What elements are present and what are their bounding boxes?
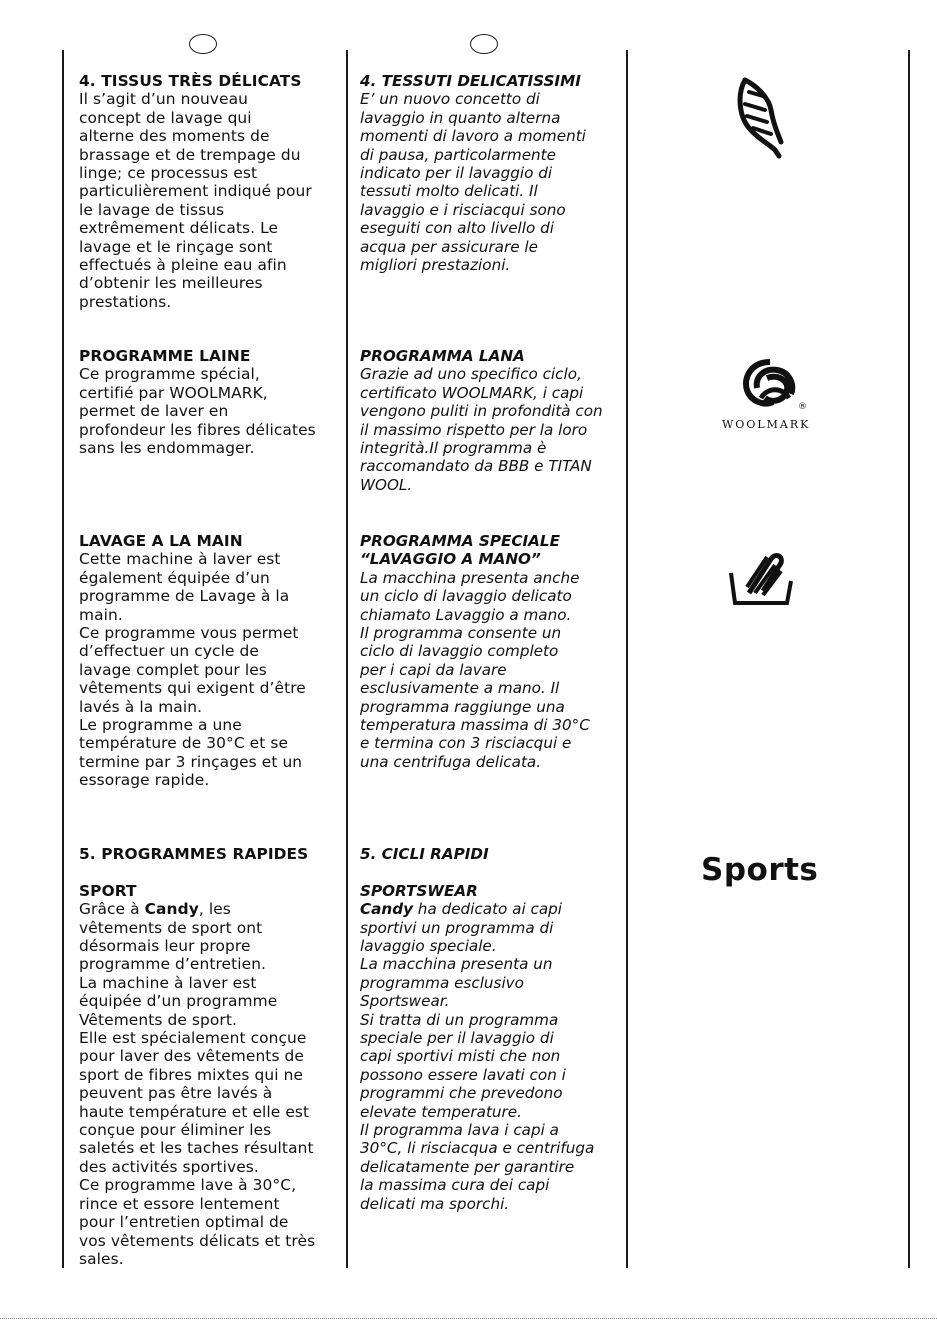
text-line: delicati ma sporchi. bbox=[360, 1194, 510, 1213]
column-divider-far-right bbox=[908, 50, 910, 1268]
text-line: possono essere lavati con i bbox=[360, 1065, 566, 1084]
text-line: saletés et les taches résultant bbox=[79, 1139, 314, 1158]
woolmark-label: WOOLMARK bbox=[722, 418, 811, 431]
first-line: Grâce à Candy, les bbox=[79, 900, 231, 919]
text-line: esclusivamente a mano. Il bbox=[360, 679, 560, 698]
text-line: Elle est spécialement conçue bbox=[79, 1029, 307, 1048]
section-body bbox=[360, 90, 622, 274]
text-line: lavaggio in quanto alterna bbox=[360, 108, 561, 127]
section-subheading: SPORTSWEAR bbox=[360, 881, 478, 900]
text-line: sportivi un programma di bbox=[360, 918, 554, 937]
text-line: température de 30°C et se bbox=[79, 734, 289, 753]
section-body bbox=[360, 919, 622, 1214]
page-bottom-edge bbox=[0, 1318, 937, 1319]
text-line: conçue pour éliminer les bbox=[79, 1121, 272, 1140]
text-line: programmi che prevedono bbox=[360, 1084, 563, 1103]
text-line: main. bbox=[79, 605, 123, 624]
text-line: chiamato Lavaggio a mano. bbox=[360, 605, 572, 624]
text-line: certificato WOOLMARK, i capi bbox=[360, 383, 584, 402]
text-line: profondeur les fibres délicates bbox=[79, 420, 316, 439]
text-line: brassage et de trempage du bbox=[79, 145, 301, 164]
section-rapid-it bbox=[360, 845, 622, 1213]
text-line: vos vêtements délicats et très bbox=[79, 1231, 316, 1250]
text-line: effectués à pleine eau afin bbox=[79, 256, 287, 275]
section-heading: 5. PROGRAMMES RAPIDES bbox=[79, 845, 309, 863]
text-line: vêtements de sport ont bbox=[79, 918, 263, 937]
text-line: termine par 3 rinçages et un bbox=[79, 752, 303, 771]
section-hand-fr bbox=[79, 532, 341, 790]
text-line: La macchina presenta anche bbox=[360, 568, 580, 587]
text-line: extrêmement délicats. Le bbox=[79, 219, 279, 238]
registered-mark: ® bbox=[798, 402, 807, 412]
text-line: Sportswear. bbox=[360, 992, 450, 1011]
language-circle-it bbox=[470, 34, 498, 54]
language-circle-fr bbox=[189, 34, 217, 54]
text-line: speciale per il lavaggio di bbox=[360, 1029, 554, 1048]
text-line: vengono puliti in profondità con bbox=[360, 402, 603, 421]
text-line: le lavage de tissus bbox=[79, 200, 225, 219]
text-line: lavage et le rinçage sont bbox=[79, 237, 273, 256]
text-line: permet de laver en bbox=[79, 402, 229, 421]
section-heading: PROGRAMME LAINE bbox=[79, 347, 251, 365]
text-line: rince et essore lentement bbox=[79, 1194, 280, 1213]
text-line: E’ un nuovo concetto di bbox=[360, 90, 540, 109]
text-line: peuvent pas être lavés à bbox=[79, 1084, 273, 1103]
column-divider-middle bbox=[346, 50, 348, 1268]
section-hand-it bbox=[360, 532, 622, 771]
text-line: per i capi da lavare bbox=[360, 660, 507, 679]
text-line: Ce programme vous permet bbox=[79, 624, 299, 643]
section-body bbox=[79, 365, 341, 457]
text-line: Il programma lava i capi a bbox=[360, 1121, 559, 1140]
text-line: integrità.Il programma è bbox=[360, 439, 547, 458]
section-subheading: SPORT bbox=[79, 881, 137, 900]
text-line: Le programme a une bbox=[79, 716, 242, 735]
section-body bbox=[360, 365, 622, 494]
text-line: des activités sportives. bbox=[79, 1157, 259, 1176]
section-delicate-it bbox=[360, 72, 622, 274]
text-line: raccomandato da BBB e TITAN bbox=[360, 457, 592, 476]
text-line: programme de Lavage à la bbox=[79, 587, 290, 606]
text-line: pour laver des vêtements de bbox=[79, 1047, 304, 1066]
text-line: Grazie ad uno specifico ciclo, bbox=[360, 365, 582, 384]
text-line: La macchina presenta un bbox=[360, 955, 553, 974]
text-line: La machine à laver est bbox=[79, 973, 257, 992]
text-line: un ciclo di lavaggio delicato bbox=[360, 587, 572, 606]
text-line: programma esclusivo bbox=[360, 973, 524, 992]
text-line: alterne des moments de bbox=[79, 127, 270, 146]
text-line: pour l’entretien optimal de bbox=[79, 1213, 289, 1232]
text-line: désormais leur propre bbox=[79, 937, 251, 956]
text-line: Ce programme spécial, bbox=[79, 365, 260, 384]
text-line: Vêtements de sport. bbox=[79, 1010, 237, 1029]
text-line: lavaggio e i risciacqui sono bbox=[360, 200, 566, 219]
section-rapid-fr bbox=[79, 845, 341, 1268]
section-heading: PROGRAMMA LANA bbox=[360, 347, 525, 365]
text-line: lavage complet pour les bbox=[79, 660, 267, 679]
text-line: una centrifuga delicata. bbox=[360, 752, 542, 771]
section-delicate-fr bbox=[79, 72, 341, 311]
section-heading: PROGRAMMA SPECIALE bbox=[360, 532, 560, 550]
text-line: équipée d’un programme bbox=[79, 992, 278, 1011]
text-line: eseguiti con alto livello di bbox=[360, 219, 554, 238]
text-line: sport de fibres mixtes qui ne bbox=[79, 1065, 304, 1084]
handwash-icon bbox=[727, 551, 795, 607]
section-heading: 4. TISSUS TRÈS DÉLICATS bbox=[79, 72, 302, 90]
section-body bbox=[79, 919, 341, 1269]
text-line: indicato per il lavaggio di bbox=[360, 164, 553, 183]
brand-name: Candy bbox=[360, 900, 413, 919]
feather-icon bbox=[735, 76, 787, 160]
text-line: d’effectuer un cycle de bbox=[79, 642, 259, 661]
text-line: capi sportivi misti che non bbox=[360, 1047, 561, 1066]
text-line: acqua per assicurare le bbox=[360, 237, 538, 256]
text-line: programme d’entretien. bbox=[79, 955, 267, 974]
text-line: sans les endommager. bbox=[79, 439, 255, 458]
text-line: e termina con 3 risciacqui e bbox=[360, 734, 572, 753]
section-body bbox=[79, 550, 341, 789]
sports-logo: Sports bbox=[701, 852, 819, 888]
text-line: delicatamente per garantire bbox=[360, 1157, 575, 1176]
text-line: d’obtenir les meilleures bbox=[79, 274, 263, 293]
text-line: Ce programme lave à 30°C, bbox=[79, 1176, 297, 1195]
text-line: vêtements qui exigent d’être bbox=[79, 679, 306, 698]
column-divider-left bbox=[62, 50, 64, 1268]
text-line: Il s’agit d’un nouveau bbox=[79, 90, 248, 109]
text-line: également équipée d’un bbox=[79, 568, 270, 587]
text-line: migliori prestazioni. bbox=[360, 256, 511, 275]
section-heading-2: “LAVAGGIO A MANO” bbox=[360, 550, 541, 569]
text-line: prestations. bbox=[79, 292, 172, 311]
text-line: WOOL. bbox=[360, 475, 413, 494]
section-body bbox=[360, 569, 622, 771]
text-line: Cette machine à laver est bbox=[79, 550, 281, 569]
text-line: lavés à la main. bbox=[79, 697, 203, 716]
brand-name: Candy bbox=[144, 900, 199, 919]
text-line: programma raggiunge una bbox=[360, 697, 565, 716]
text-line: linge; ce processus est bbox=[79, 164, 258, 183]
section-heading: 5. CICLI RAPIDI bbox=[360, 845, 489, 863]
section-body bbox=[79, 90, 341, 311]
text-line: haute température et elle est bbox=[79, 1102, 310, 1121]
text-line: Il programma consente un bbox=[360, 624, 562, 643]
text-line: temperatura massima di 30°C bbox=[360, 716, 590, 735]
text-line: essorage rapide. bbox=[79, 771, 210, 790]
text-line: la massima cura dei capi bbox=[360, 1176, 550, 1195]
text-line: 30°C, li risciacqua e centrifuga bbox=[360, 1139, 595, 1158]
text-line: elevate temperature. bbox=[360, 1102, 522, 1121]
section-heading: 4. TESSUTI DELICATISSIMI bbox=[360, 72, 581, 90]
woolmark-logo bbox=[737, 358, 803, 410]
section-wool-it bbox=[360, 347, 622, 494]
text-line: particulièrement indiqué pour bbox=[79, 182, 312, 201]
text-line: certifié par WOOLMARK, bbox=[79, 383, 268, 402]
text-line: sales. bbox=[79, 1249, 124, 1268]
text-line: lavaggio speciale. bbox=[360, 937, 497, 956]
column-divider-right bbox=[626, 50, 628, 1268]
text-line: il massimo rispetto per la loro bbox=[360, 420, 588, 439]
text-line: ciclo di lavaggio completo bbox=[360, 642, 559, 661]
section-wool-fr bbox=[79, 347, 341, 457]
text-line: di pausa, particolarmente bbox=[360, 145, 556, 164]
first-line: Candy ha dedicato ai capi bbox=[360, 900, 563, 919]
text-line: Si tratta di un programma bbox=[360, 1010, 559, 1029]
section-heading: LAVAGE A LA MAIN bbox=[79, 532, 243, 550]
text-line: tessuti molto delicati. Il bbox=[360, 182, 538, 201]
text-line: momenti di lavoro a momenti bbox=[360, 127, 586, 146]
text-line: concept de lavage qui bbox=[79, 108, 252, 127]
